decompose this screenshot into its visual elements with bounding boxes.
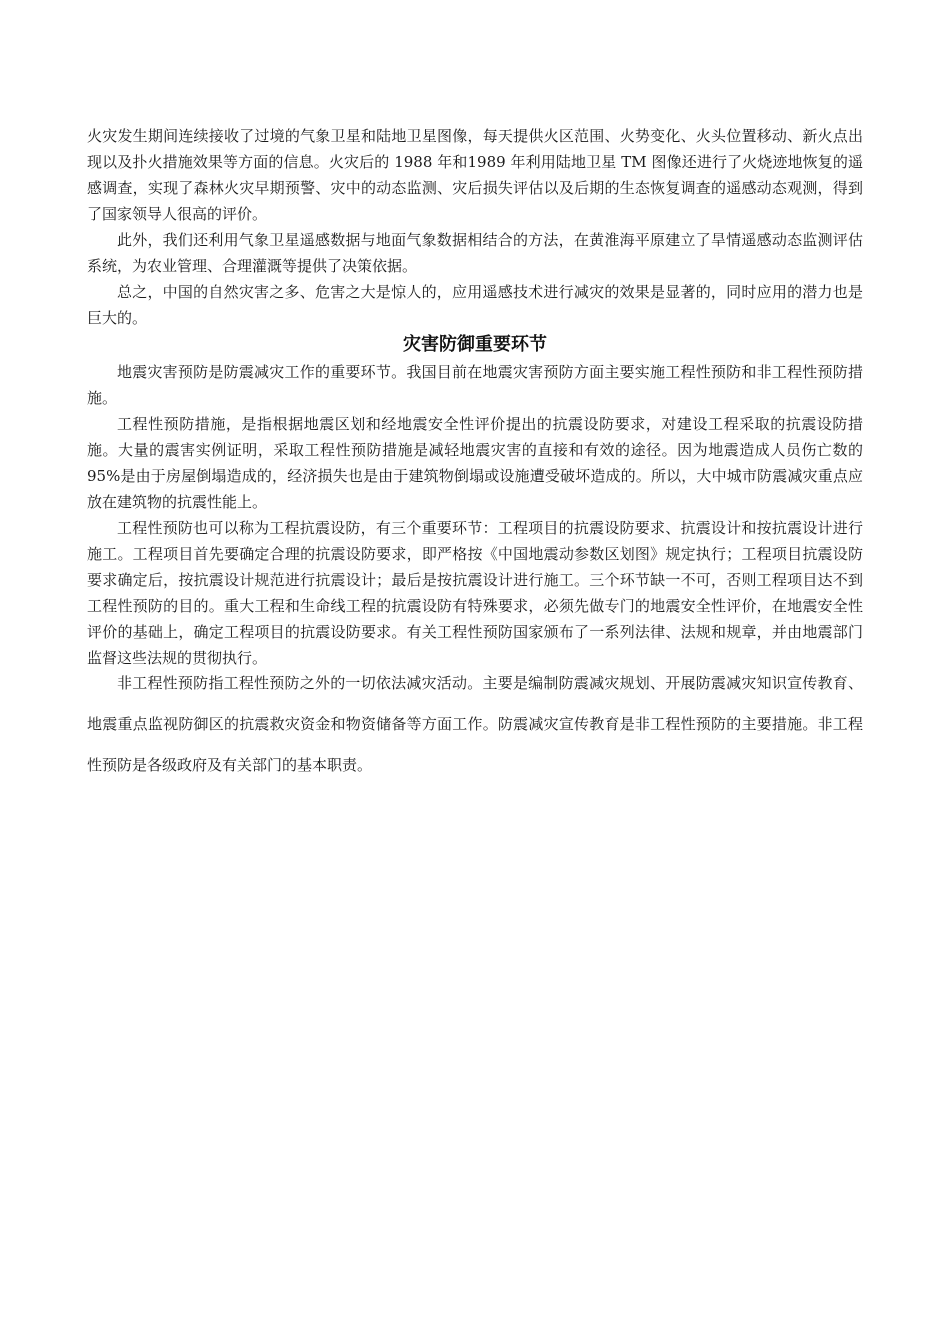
paragraph-seismic-fortification: 工程性预防也可以称为工程抗震设防，有三个重要环节：工程项目的抗震设防要求、抗震设计和按抗震设计进行施工。工程项目首先要确定合理的抗震设防要求，即严格按《中国地震动参数区划图》规定执行；工程项目抗震设防要求确定后，按抗震设计规范进行抗震设计；最后是按抗震设计进行施工。三个环节缺一不可，否则工程项目达不到工程性预防的目的。重大工程和生命线工程的抗震设防有特殊要求，必须先做专门的地震安全性评价，在地震安全性评价的基础上，确定工程项目的抗震设防要求。有关工程性预防国家颁布了一系列法律、法规和规章，并由地震部门监督这些法规的贯彻执行。 [87, 519, 863, 667]
paragraph-forest-fire-monitoring: 火灾发生期间连续接收了过境的气象卫星和陆地卫星图像，每天提供火区范围、火势变化、火头位置移动、新火点出现以及扑火措施效果等方面的信息。火灾后的 1988 年和1989 年利用陆地卫星 TM 图像还进行了火烧迹地恢复的遥感调查，实现了森林火灾早期预警、灾中的动态监测、灾后损失评估以及后期的生态恢复调查的遥感动态观测，得到了国家领导人很高的评价。 [87, 127, 863, 223]
paragraph-remote-sensing-summary: 总之，中国的自然灾害之多、危害之大是惊人的，应用遥感技术进行减灾的效果是显著的，同时应用的潜力也是巨大的。 [87, 283, 863, 327]
section-title: 灾害防御重要环节 [403, 334, 547, 355]
paragraph-drought-monitoring: 此外，我们还利用气象卫星遥感数据与地面气象数据相结合的方法，在黄淮海平原建立了旱情遥感动态监测评估系统，为农业管理、合理灌溉等提供了决策依据。 [87, 231, 863, 275]
paragraph-engineering-measures: 工程性预防措施，是指根据地震区划和经地震安全性评价提出的抗震设防要求，对建设工程采取的抗震设防措施。大量的震害实例证明，采取工程性预防措施是减轻地震灾害的直接和有效的途径。因为地震造成人员伤亡数的 95%是由于房屋倒塌造成的，经济损失也是由于建筑物倒塌或设施遭受破坏造成的。所以，大中城市防震减灾重点应放在建筑物的抗震性能上。 [87, 415, 863, 511]
paragraph-non-engineering-measures: 非工程性预防指工程性预防之外的一切依法减灾活动。主要是编制防震减灾规划、开展防震减灾知识宣传教育、地震重点监视防御区的抗震救灾资金和物资储备等方面工作。防震减灾宣传教育是非工程性预防的主要措施。非工程性预防是各级政府及有关部门的基本职责。 [87, 674, 863, 774]
document-page [87, 123, 863, 786]
paragraph-earthquake-prevention-intro: 地震灾害预防是防震减灾工作的重要环节。我国目前在地震灾害预防方面主要实施工程性预防和非工程性预防措施。 [87, 363, 863, 407]
